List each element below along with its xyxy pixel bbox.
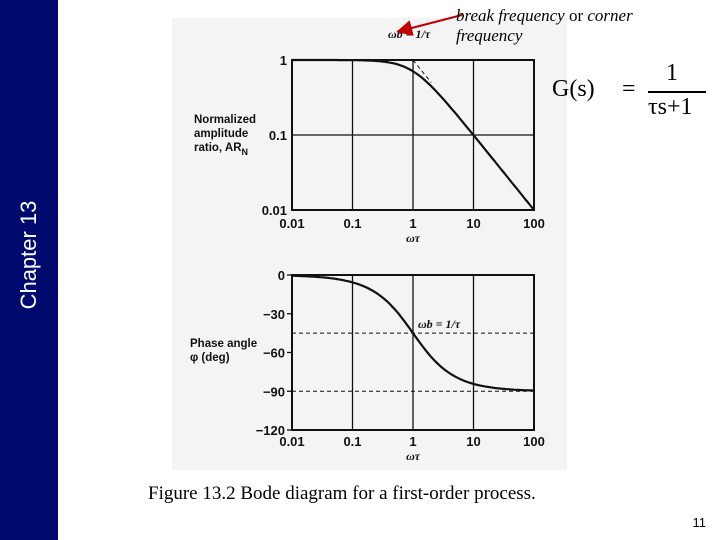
- annotation-italic-1: break frequency: [456, 6, 565, 25]
- magnitude-plot: [194, 27, 545, 245]
- chapter-label: Chapter 13: [16, 200, 41, 310]
- magnitude-xtick-label: 10: [466, 216, 481, 231]
- tf-equals: =: [622, 76, 636, 102]
- magnitude-xtick-label: 0.01: [279, 216, 305, 231]
- magnitude-ylabel-line: ratio, $AR_N$: [194, 142, 248, 157]
- phase-ytick-label: −30: [262, 306, 285, 322]
- tf-denominator: τs+1: [648, 94, 693, 120]
- tf-fraction-bar: [648, 91, 706, 93]
- tf-lhs: G(s): [552, 76, 595, 102]
- magnitude-ylabel-line: amplitude: [194, 128, 249, 140]
- phase-xtick-label: 10: [466, 434, 481, 449]
- page-number: 11: [692, 515, 706, 530]
- magnitude-ylabel-subscript: N: [241, 147, 248, 157]
- phase-break-annotation: ωb = 1/τ: [418, 317, 461, 331]
- magnitude-ytick-label: 0.1: [268, 128, 287, 143]
- magnitude-ylabel-line: Normalized: [194, 114, 256, 126]
- phase-ytick-label: −60: [262, 345, 285, 361]
- phase-ytick-label: −120: [255, 423, 285, 438]
- magnitude-xtick-label: 0.1: [343, 216, 362, 231]
- phase-plot: [190, 268, 545, 463]
- phase-xtick-label: 100: [523, 434, 545, 449]
- magnitude-ytick-label: 0.01: [261, 203, 287, 218]
- magnitude-xtick-label: 1: [409, 216, 417, 231]
- annotation-italic-2: corner frequency: [456, 6, 633, 46]
- transfer-function: [548, 58, 708, 128]
- phase-ylabel-line: Phase angle: [190, 338, 258, 350]
- break-frequency-annotation: [456, 6, 696, 47]
- magnitude-break-annotation: ωb = 1/τ: [388, 27, 431, 41]
- phase-ylabel-line: φ (deg): [190, 352, 230, 364]
- phase-ytick-label: −90: [262, 384, 285, 400]
- magnitude-ytick-label: 1: [279, 53, 287, 68]
- annotation-or: or: [564, 6, 588, 25]
- phase-xtick-label: 0.01: [279, 434, 305, 449]
- figure-caption: Figure 13.2 Bode diagram for a first-order process.: [148, 483, 536, 504]
- phase-xtick-label: 1: [409, 434, 417, 449]
- magnitude-xtick-label: 100: [523, 216, 545, 231]
- phase-ytick-label: 0: [277, 268, 285, 283]
- phase-xlabel: ωτ: [406, 449, 420, 463]
- tf-numerator: 1: [666, 60, 678, 86]
- magnitude-xlabel: ωτ: [406, 231, 420, 245]
- phase-xtick-label: 0.1: [343, 434, 362, 449]
- annotation-arrow: [404, 15, 462, 30]
